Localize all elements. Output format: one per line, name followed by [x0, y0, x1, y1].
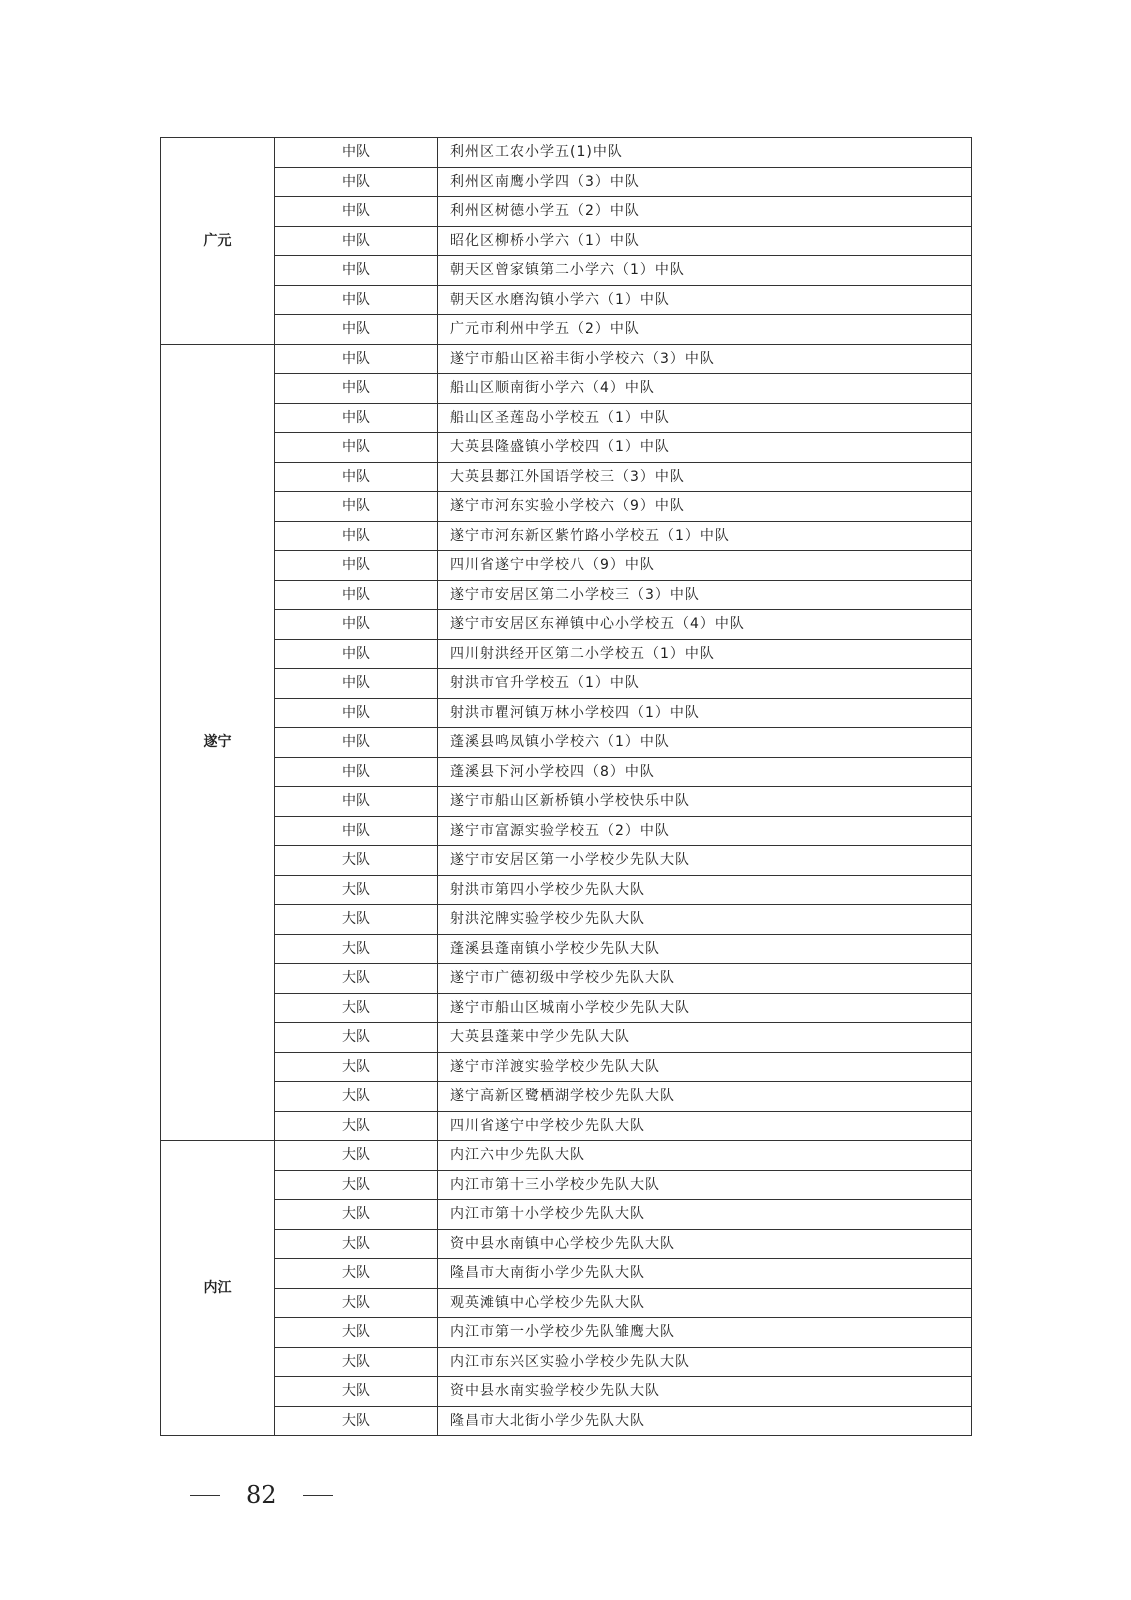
- table-row: [161, 1200, 972, 1230]
- unit-name-cell: 射洪市第四小学校少先队大队: [438, 875, 972, 905]
- city-cell: 广元: [161, 138, 275, 345]
- squad-type-cell: 大队: [275, 934, 438, 964]
- table-row: [161, 580, 972, 610]
- table-row: [161, 551, 972, 581]
- table-row: [161, 226, 972, 256]
- unit-name-cell: 资中县水南镇中心学校少先队大队: [438, 1229, 972, 1259]
- squad-type-cell: 中队: [275, 787, 438, 817]
- squad-type-cell: 中队: [275, 580, 438, 610]
- table-row: [161, 816, 972, 846]
- squad-type-cell: 大队: [275, 1200, 438, 1230]
- unit-name-cell: 四川省遂宁中学校少先队大队: [438, 1111, 972, 1141]
- unit-name-cell: 遂宁市河东实验小学校六（9）中队: [438, 492, 972, 522]
- footer-dash-right: [303, 1495, 333, 1496]
- unit-name-cell: 遂宁市船山区新桥镇小学校快乐中队: [438, 787, 972, 817]
- table-row: [161, 905, 972, 935]
- page-number: 82: [246, 1481, 277, 1509]
- unit-name-cell: 利州区南鹰小学四（3）中队: [438, 167, 972, 197]
- squad-type-cell: 大队: [275, 1023, 438, 1053]
- squad-type-cell: 中队: [275, 551, 438, 581]
- squad-type-cell: 大队: [275, 964, 438, 994]
- unit-name-cell: 遂宁市安居区东禅镇中心小学校五（4）中队: [438, 610, 972, 640]
- table-row: [161, 285, 972, 315]
- table-row: [161, 875, 972, 905]
- unit-name-cell: 蓬溪县下河小学校四（8）中队: [438, 757, 972, 787]
- squad-type-cell: 大队: [275, 1406, 438, 1436]
- unit-name-cell: 内江市第十小学校少先队大队: [438, 1200, 972, 1230]
- squad-type-cell: 中队: [275, 757, 438, 787]
- table-row: [161, 138, 972, 168]
- squad-type-cell: 大队: [275, 993, 438, 1023]
- squad-type-cell: 大队: [275, 875, 438, 905]
- roster-body: [161, 138, 972, 1436]
- unit-name-cell: 内江市第十三小学校少先队大队: [438, 1170, 972, 1200]
- squad-type-cell: 大队: [275, 1318, 438, 1348]
- table-row: [161, 1377, 972, 1407]
- table-row: [161, 993, 972, 1023]
- unit-name-cell: 遂宁市安居区第二小学校三（3）中队: [438, 580, 972, 610]
- squad-type-cell: 中队: [275, 610, 438, 640]
- table-row: [161, 1347, 972, 1377]
- unit-name-cell: 内江市东兴区实验小学校少先队大队: [438, 1347, 972, 1377]
- unit-name-cell: 利州区工农小学五(1)中队: [438, 138, 972, 168]
- unit-name-cell: 资中县水南实验学校少先队大队: [438, 1377, 972, 1407]
- unit-name-cell: 遂宁市洋渡实验学校少先队大队: [438, 1052, 972, 1082]
- table-row: [161, 610, 972, 640]
- unit-name-cell: 遂宁市船山区城南小学校少先队大队: [438, 993, 972, 1023]
- squad-type-cell: 中队: [275, 521, 438, 551]
- page-footer: [190, 1477, 333, 1513]
- squad-type-cell: 大队: [275, 846, 438, 876]
- table-row: [161, 1318, 972, 1348]
- table-row: [161, 787, 972, 817]
- squad-type-cell: 大队: [275, 1141, 438, 1171]
- unit-name-cell: 遂宁市广德初级中学校少先队大队: [438, 964, 972, 994]
- table-row: [161, 728, 972, 758]
- table-row: [161, 639, 972, 669]
- unit-name-cell: 隆昌市大北街小学少先队大队: [438, 1406, 972, 1436]
- squad-type-cell: 大队: [275, 1111, 438, 1141]
- squad-type-cell: 中队: [275, 698, 438, 728]
- squad-type-cell: 大队: [275, 1052, 438, 1082]
- squad-type-cell: 大队: [275, 1082, 438, 1112]
- unit-name-cell: 内江市第一小学校少先队雏鹰大队: [438, 1318, 972, 1348]
- squad-type-cell: 大队: [275, 1259, 438, 1289]
- table-row: [161, 315, 972, 345]
- squad-type-cell: 中队: [275, 403, 438, 433]
- table-row: [161, 1288, 972, 1318]
- table-row: [161, 403, 972, 433]
- table-row: [161, 1229, 972, 1259]
- table-row: [161, 964, 972, 994]
- unit-name-cell: 广元市利州中学五（2）中队: [438, 315, 972, 345]
- table-row: [161, 492, 972, 522]
- table-row: [161, 374, 972, 404]
- unit-name-cell: 大英县郪江外国语学校三（3）中队: [438, 462, 972, 492]
- table-row: [161, 433, 972, 463]
- table-row: [161, 1170, 972, 1200]
- unit-name-cell: 船山区顺南街小学六（4）中队: [438, 374, 972, 404]
- table-row: [161, 1052, 972, 1082]
- table-row: [161, 1406, 972, 1436]
- unit-name-cell: 观英滩镇中心学校少先队大队: [438, 1288, 972, 1318]
- table-row: [161, 197, 972, 227]
- squad-type-cell: 中队: [275, 197, 438, 227]
- squad-type-cell: 中队: [275, 669, 438, 699]
- unit-name-cell: 遂宁市富源实验学校五（2）中队: [438, 816, 972, 846]
- table-row: [161, 1141, 972, 1171]
- unit-name-cell: 遂宁高新区鹭栖湖学校少先队大队: [438, 1082, 972, 1112]
- roster-table: [160, 137, 972, 1436]
- unit-name-cell: 遂宁市河东新区紫竹路小学校五（1）中队: [438, 521, 972, 551]
- unit-name-cell: 船山区圣莲岛小学校五（1）中队: [438, 403, 972, 433]
- unit-name-cell: 朝天区水磨沟镇小学六（1）中队: [438, 285, 972, 315]
- table-row: [161, 1023, 972, 1053]
- squad-type-cell: 中队: [275, 816, 438, 846]
- unit-name-cell: 蓬溪县鸣凤镇小学校六（1）中队: [438, 728, 972, 758]
- squad-type-cell: 中队: [275, 639, 438, 669]
- table-row: [161, 1259, 972, 1289]
- table-row: [161, 757, 972, 787]
- unit-name-cell: 内江六中少先队大队: [438, 1141, 972, 1171]
- unit-name-cell: 四川省遂宁中学校八（9）中队: [438, 551, 972, 581]
- squad-type-cell: 中队: [275, 167, 438, 197]
- city-cell: 内江: [161, 1141, 275, 1436]
- table-row: [161, 256, 972, 286]
- table-row: [161, 462, 972, 492]
- squad-type-cell: 中队: [275, 285, 438, 315]
- squad-type-cell: 中队: [275, 256, 438, 286]
- table-row: [161, 934, 972, 964]
- footer-dash-left: [190, 1495, 220, 1496]
- unit-name-cell: 射洪沱牌实验学校少先队大队: [438, 905, 972, 935]
- table-row: [161, 669, 972, 699]
- unit-name-cell: 遂宁市船山区裕丰街小学校六（3）中队: [438, 344, 972, 374]
- squad-type-cell: 大队: [275, 1229, 438, 1259]
- table-row: [161, 698, 972, 728]
- table-row: [161, 521, 972, 551]
- squad-type-cell: 中队: [275, 344, 438, 374]
- squad-type-cell: 中队: [275, 492, 438, 522]
- table-row: [161, 167, 972, 197]
- unit-name-cell: 隆昌市大南街小学少先队大队: [438, 1259, 972, 1289]
- squad-type-cell: 中队: [275, 315, 438, 345]
- unit-name-cell: 四川射洪经开区第二小学校五（1）中队: [438, 639, 972, 669]
- unit-name-cell: 遂宁市安居区第一小学校少先队大队: [438, 846, 972, 876]
- squad-type-cell: 大队: [275, 1288, 438, 1318]
- squad-type-cell: 中队: [275, 462, 438, 492]
- unit-name-cell: 朝天区曾家镇第二小学六（1）中队: [438, 256, 972, 286]
- squad-type-cell: 中队: [275, 226, 438, 256]
- squad-type-cell: 大队: [275, 1377, 438, 1407]
- table-row: [161, 344, 972, 374]
- squad-type-cell: 大队: [275, 905, 438, 935]
- unit-name-cell: 蓬溪县蓬南镇小学校少先队大队: [438, 934, 972, 964]
- unit-name-cell: 大英县蓬莱中学少先队大队: [438, 1023, 972, 1053]
- squad-type-cell: 大队: [275, 1347, 438, 1377]
- squad-type-cell: 中队: [275, 138, 438, 168]
- city-cell: 遂宁: [161, 344, 275, 1141]
- squad-type-cell: 中队: [275, 728, 438, 758]
- table-row: [161, 1111, 972, 1141]
- table-row: [161, 1082, 972, 1112]
- unit-name-cell: 利州区树德小学五（2）中队: [438, 197, 972, 227]
- unit-name-cell: 射洪市瞿河镇万林小学校四（1）中队: [438, 698, 972, 728]
- unit-name-cell: 昭化区柳桥小学六（1）中队: [438, 226, 972, 256]
- table-row: [161, 846, 972, 876]
- squad-type-cell: 中队: [275, 374, 438, 404]
- unit-name-cell: 大英县隆盛镇小学校四（1）中队: [438, 433, 972, 463]
- unit-name-cell: 射洪市官升学校五（1）中队: [438, 669, 972, 699]
- squad-type-cell: 大队: [275, 1170, 438, 1200]
- squad-type-cell: 中队: [275, 433, 438, 463]
